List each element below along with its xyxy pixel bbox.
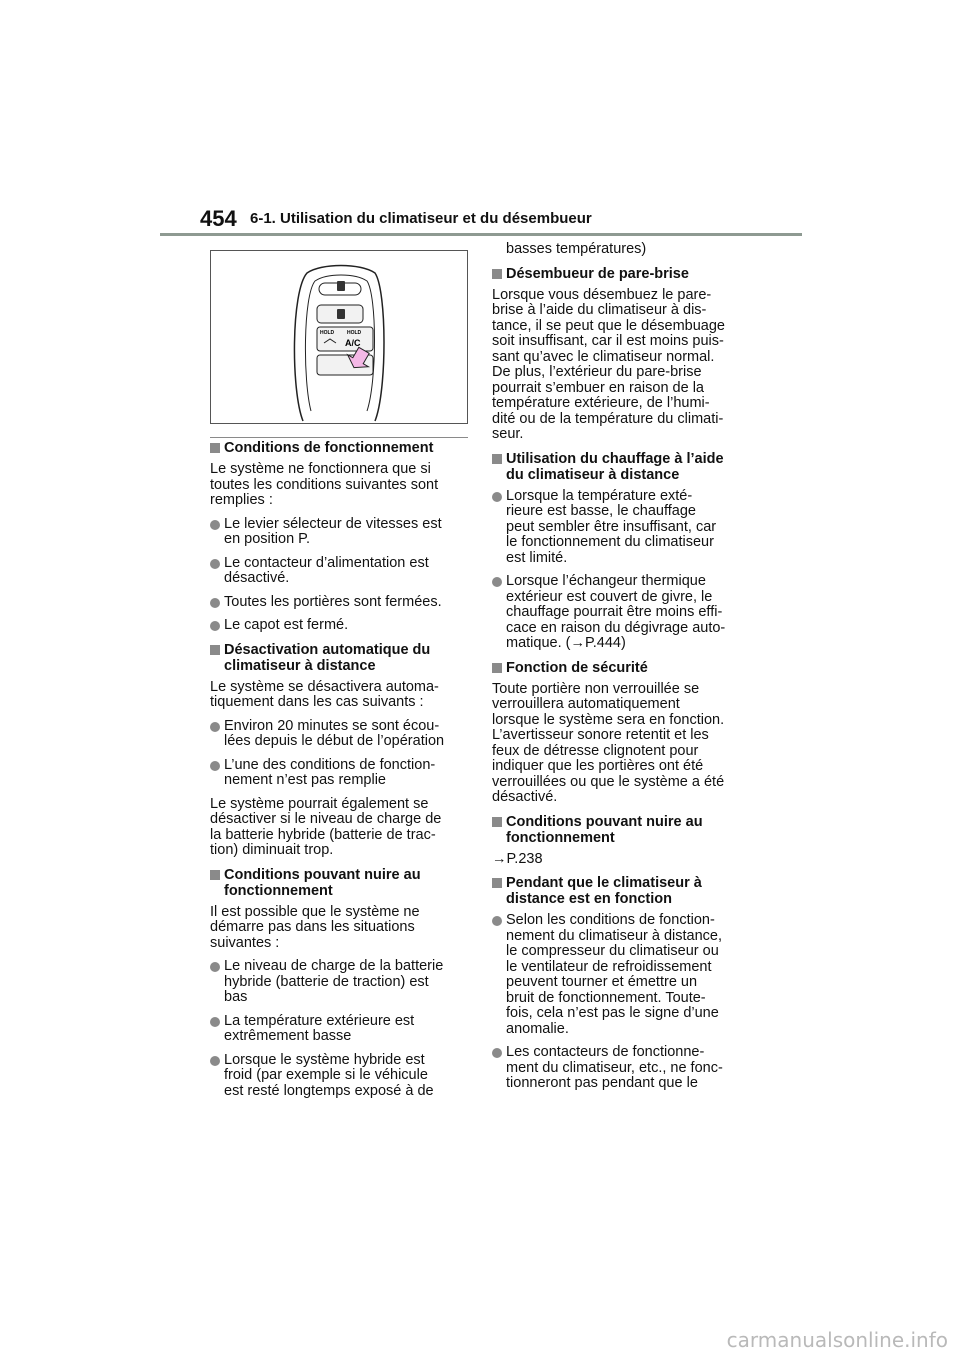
heading-text: Fonction de sécurité — [506, 659, 648, 676]
paragraph — [492, 682, 760, 806]
paragraph-text: basses températures) — [506, 241, 647, 257]
round-bullet-icon — [210, 761, 220, 771]
left-column — [210, 440, 472, 1107]
smart-key-figure — [210, 250, 468, 424]
paragraph-text: Toute portière non verrouillée se verrouillera automatiquement lorsque le système sera en fonction. L’avertisseur sonore retentit et les feux de détresse clignotent pour indiquer que les portières ont été verrouillées ou que le système a été désactivé. — [492, 680, 725, 805]
list-item — [492, 913, 760, 1037]
list-item-text: Le contacteur d’alimentation est désactivé. — [224, 554, 429, 586]
list-item — [492, 489, 760, 567]
square-bullet-icon — [492, 454, 502, 464]
round-bullet-icon — [210, 621, 220, 631]
smart-key-remote-icon — [211, 251, 467, 423]
round-bullet-icon — [210, 722, 220, 732]
list-item-text: Le capot est fermé. — [224, 617, 349, 633]
heading-text: Utilisation du chauffage à l’aide du climatiseur à distance — [506, 450, 724, 483]
round-bullet-icon — [492, 577, 502, 587]
ac-label: A/C — [345, 338, 361, 348]
section-heading — [492, 814, 760, 846]
round-bullet-icon — [210, 520, 220, 530]
paragraph — [210, 680, 472, 711]
round-bullet-icon — [210, 559, 220, 569]
list-item-text: Lorsque l’échangeur thermique extérieur est couvert de givre, le chauffage pourrait être moins effi- cace en raison du dégivrage auto- matique. (→P.444) — [506, 573, 726, 651]
list-item-text: Les contacteurs de fonctionne- ment du climatiseur, etc., ne fonc- tionneront pas pendant que le — [506, 1044, 723, 1091]
section-heading — [210, 867, 472, 899]
round-bullet-icon — [210, 1056, 220, 1066]
section-heading — [492, 451, 760, 483]
round-bullet-icon — [210, 962, 220, 972]
list-item — [210, 1053, 472, 1100]
figure-rule — [210, 437, 468, 438]
hold-left-label: HOLD — [320, 330, 335, 336]
continued-text — [492, 242, 760, 258]
page-header — [200, 206, 802, 236]
list-item-text: Selon les conditions de fonction- nement du climatiseur à distance, le compresseur du climatiseur ou le ventilateur de refroidissement peuvent tourner et émettre un bruit de fonctionnement. Toute- fois, cela n’est pas le signe d’une anomalie. — [506, 912, 722, 1037]
paragraph — [492, 288, 760, 443]
paragraph-text: Le système pourrait également se désactiver si le niveau de charge de la batterie hybride (batterie de trac- tion) diminuait trop. — [210, 795, 442, 858]
list-item-text: Le niveau de charge de la batterie hybride (batterie de traction) est bas — [224, 958, 444, 1005]
list-item — [492, 1045, 760, 1092]
watermark: carmanualsonline.info — [726, 1328, 948, 1352]
paragraph-text: Il est possible que le système ne démarre pas dans les situations suivantes : — [210, 903, 420, 951]
heading-text: Pendant que le climatiseur à distance est en fonction — [506, 875, 702, 907]
heading-text: Désembueur de pare-brise — [506, 265, 689, 282]
section-title: 6-1. Utilisation du climatiseur et du désembueur — [250, 210, 592, 227]
list-item-text: La température extérieure est extrêmement basse — [224, 1012, 415, 1044]
round-bullet-icon — [210, 1017, 220, 1027]
heading-text: Désactivation automatique du climatiseur à distance — [224, 641, 431, 674]
list-item-text: Toutes les portières sont fermées. — [224, 593, 442, 610]
round-bullet-icon — [492, 492, 502, 502]
square-bullet-icon — [492, 817, 502, 827]
section-heading — [492, 266, 760, 282]
heading-text: Conditions pouvant nuire au fonctionnement — [224, 866, 421, 899]
page-number: 454 — [200, 206, 237, 231]
round-bullet-icon — [210, 598, 220, 608]
section-heading — [210, 440, 472, 456]
section-heading — [492, 660, 760, 676]
header-rule — [160, 233, 802, 236]
list-item-text: Environ 20 minutes se sont écou- lées depuis le début de l’opération — [224, 717, 445, 749]
list-item — [492, 574, 760, 652]
square-bullet-icon — [492, 878, 502, 888]
paragraph — [210, 462, 472, 509]
list-item — [210, 618, 472, 634]
list-item-text: L’une des conditions de fonction- nement n’est pas remplie — [224, 756, 436, 788]
list-item — [210, 719, 472, 750]
list-item — [210, 758, 472, 789]
square-bullet-icon — [492, 663, 502, 673]
list-item-text: Le levier sélecteur de vitesses est en position P. — [224, 515, 442, 547]
section-heading — [492, 875, 760, 907]
list-item — [210, 595, 472, 611]
section-heading — [210, 642, 472, 674]
heading-text: Conditions pouvant nuire au fonctionnement — [506, 813, 703, 846]
list-item — [210, 517, 472, 548]
square-bullet-icon — [210, 443, 220, 453]
heading-text: Conditions de fonctionnement — [224, 440, 434, 456]
right-column — [492, 242, 760, 1100]
paragraph — [492, 852, 760, 868]
list-item-text: Lorsque le système hybride est froid (par exemple si le véhicule est resté longtemps exposé à de — [224, 1051, 434, 1099]
list-item — [210, 1014, 472, 1045]
round-bullet-icon — [492, 1048, 502, 1058]
hold-right-label: HOLD — [347, 330, 362, 336]
paragraph — [210, 797, 472, 859]
square-bullet-icon — [492, 269, 502, 279]
paragraph-text: Le système ne fonctionnera que si toutes les conditions suivantes sont remplies : — [210, 461, 439, 508]
paragraph-text: Le système se désactivera automa- tiquement dans les cas suivants : — [210, 678, 439, 710]
round-bullet-icon — [492, 916, 502, 926]
square-bullet-icon — [210, 645, 220, 655]
list-item-text: Lorsque la température exté- rieure est basse, le chauffage peut sembler être insuffisant, car le fonctionnement du climatiseur est limité. — [506, 487, 717, 566]
list-item — [210, 556, 472, 587]
square-bullet-icon — [210, 870, 220, 880]
paragraph-text: Lorsque vous désembuez le pare- brise à l’aide du climatiseur à dis- tance, il se peut que le désembuage soit insuffisant, car il est moins puis- sant qu’avec le climatiseur normal. De plus, l’extérieur du pare-brise pourrait s’embuer en raison de la température extérieure, de l’humi- dité ou de la température du climati- seur. — [492, 286, 725, 442]
paragraph — [210, 905, 472, 952]
list-item — [210, 959, 472, 1006]
paragraph-text: →P.238 — [492, 850, 543, 867]
